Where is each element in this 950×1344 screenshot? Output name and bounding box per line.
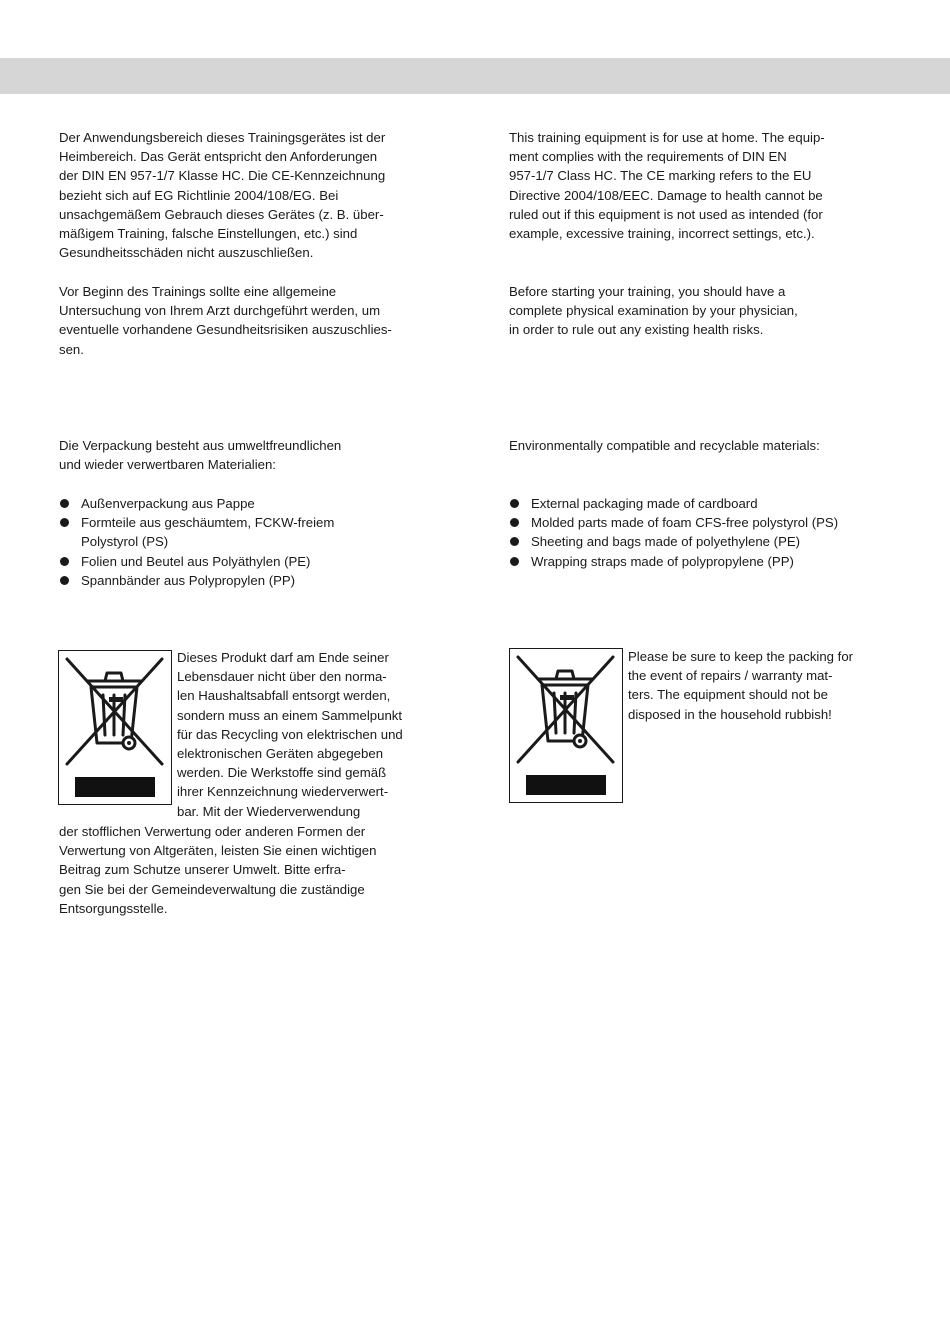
list-item-text: Spannbänder aus Polypropylen (PP) [81,572,296,588]
german-intro-paragraph [59,128,439,262]
text-line: der DIN EN 957-1/7 Klasse HC. Die CE-Kennzeichnung [59,168,386,184]
text-line: the event of repairs / warranty mat- [628,668,833,684]
text-line: 957-1/7 Class HC. The CE marking refers to the EU [509,168,812,184]
german-disposal-side-text [177,648,442,821]
list-item [509,552,894,571]
text-line: Environmentally compatible and recyclable materials: [509,438,820,453]
text-line: in order to rule out any existing health risks. [509,322,764,338]
header-bar [0,58,950,94]
text-line: bezieht sich auf EG Richtlinie 2004/108/EG. Bei [59,187,339,203]
list-item [509,532,894,551]
english-disposal-side-text [628,647,918,724]
list-item [59,571,439,590]
list-item-text: Molded parts made of foam CFS-free polystyrol (PS) [531,515,839,531]
german-disposal-continued-text [59,822,439,918]
text-line: ters. The equipment should not be [628,687,828,703]
text-line: sen. [59,341,84,357]
text-line: sondern muss an einem Sammelpunkt [177,707,403,723]
english-medical-exam-paragraph [509,282,894,340]
weee-symbol-english [509,648,623,803]
text-line: elektronischen Geräten abgegeben [177,746,384,762]
text-line: Lebensdauer nicht über den norma- [177,669,387,685]
crossed-out-bin-icon [59,651,170,803]
text-line: ihrer Kennzeichnung wiederverwert- [177,784,389,800]
german-packaging-intro [59,436,439,474]
text-line: bar. Mit der Wiederverwendung [177,803,361,819]
german-medical-exam-paragraph [59,282,439,359]
text-line: Dieses Produkt darf am Ende seiner [177,650,389,665]
text-line: für das Recycling von elektrischen und [177,726,403,742]
list-item-text: Sheeting and bags made of polyethylene (PE) [531,534,801,550]
list-item [509,494,894,513]
list-item-text: External packaging made of cardboard [531,496,758,511]
text-line: Beitrag zum Schutze unserer Umwelt. Bitte erfra- [59,862,346,878]
text-line: Die Verpackung besteht aus umweltfreundlichen [59,438,342,453]
text-line: eventuelle vorhandene Gesundheitsrisiken auszuschlies- [59,322,392,338]
german-packaging-list [59,494,439,590]
text-line: der stofflichen Verwertung oder anderen Formen der [59,824,366,839]
text-line: Gesundheitsschäden nicht auszuschließen. [59,245,314,261]
list-item [59,494,439,513]
english-packaging-list [509,494,894,571]
text-line: Verwertung von Altgeräten, leisten Sie einen wichtigen [59,843,377,859]
text-line: gen Sie bei der Gemeindeverwaltung die zuständige [59,881,365,897]
text-line: Heimbereich. Das Gerät entspricht den Anforderungen [59,149,378,165]
text-line: Der Anwendungsbereich dieses Trainingsgerätes ist der [59,130,386,145]
text-line: unsachgemäßem Gebrauch dieses Gerätes (z. B. über- [59,206,384,222]
list-item-text: Folien und Beutel aus Polyäthylen (PE) [81,553,311,569]
crossed-out-bin-icon [510,649,621,801]
list-item [59,513,439,551]
text-line: Vor Beginn des Trainings sollte eine allgemeine [59,284,337,299]
list-item [59,552,439,571]
text-line: complete physical examination by your physician, [509,303,798,319]
text-line: ruled out if this equipment is not used as intended (for [509,206,823,222]
list-item [509,513,894,532]
list-item-text: Außenverpackung aus Pappe [81,496,255,511]
text-line: example, excessive training, incorrect settings, etc.). [509,226,815,242]
list-item-text: Wrapping straps made of polypropylene (PP) [531,553,794,569]
text-line: mäßigem Training, falsche Einstellungen, etc.) sind [59,226,358,242]
text-line: Directive 2004/108/EEC. Damage to health cannot be [509,187,823,203]
english-packaging-intro [509,436,894,455]
text-line: This training equipment is for use at home. The equip- [509,130,825,145]
text-line: Before starting your training, you should have a [509,284,786,299]
text-line: werden. Die Werkstoffe sind gemäß [177,765,387,781]
weee-symbol-german [58,650,172,805]
text-line: und wieder verwertbaren Materialien: [59,457,276,473]
english-intro-paragraph [509,128,894,243]
text-line: Entsorgungsstelle. [59,900,168,916]
text-line: disposed in the household rubbish! [628,706,832,722]
list-item-text: Polystyrol (PS) [81,534,169,550]
list-item-text: Formteile aus geschäumtem, FCKW-freiem [81,515,335,531]
text-line: len Haushaltsabfall entsorgt werden, [177,688,391,704]
text-line: Please be sure to keep the packing for [628,649,854,664]
text-line: Untersuchung von Ihrem Arzt durchgeführt werden, um [59,303,381,319]
text-line: ment complies with the requirements of DIN EN [509,149,787,165]
